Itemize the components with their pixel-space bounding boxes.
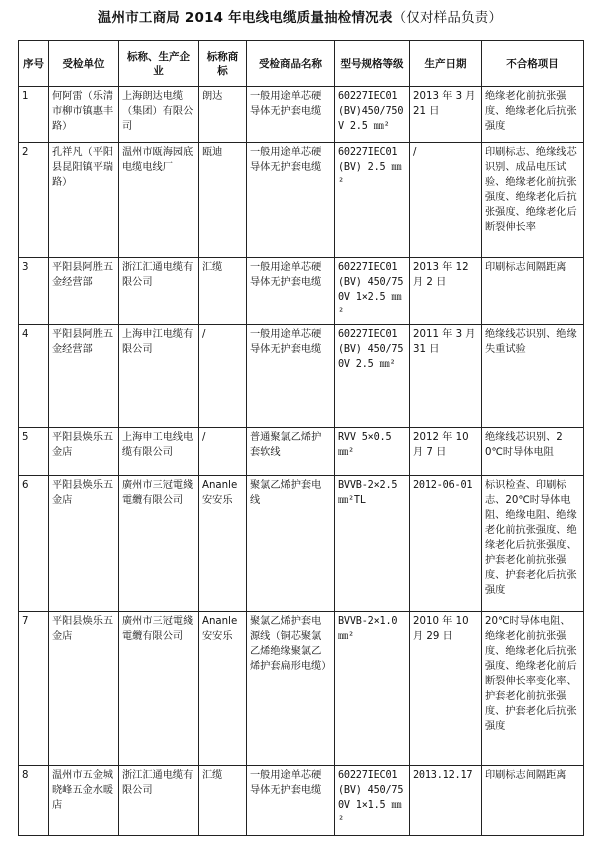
cell-maker: 浙江汇通电缆有限公司 xyxy=(119,258,199,325)
table-row xyxy=(19,325,584,428)
cell-unit: 平阳县焕乐五金店 xyxy=(49,612,119,766)
header-failed: 不合格项目 xyxy=(482,41,584,87)
table-header-row xyxy=(19,41,584,87)
cell-failed: 印刷标志间隔距离 xyxy=(482,258,584,325)
cell-failed: 印刷标志间隔距离 xyxy=(482,766,584,836)
cell-product: 聚氯乙烯护套电线 xyxy=(247,476,335,612)
cell-failed: 绝缘线芯识别、20℃时导体电阻 xyxy=(482,428,584,476)
cell-spec: BVVB-2×1.0 ㎜² xyxy=(335,612,410,766)
cell-maker: 温州市瓯海园底电缆电线厂 xyxy=(119,143,199,258)
cell-spec: RVV 5×0.5 ㎜² xyxy=(335,428,410,476)
cell-maker: 上海朗达电缆（集团）有限公司 xyxy=(119,87,199,143)
cell-index: 7 xyxy=(19,612,49,766)
cell-spec: 60227IEC01(BV) 2.5 ㎜² xyxy=(335,143,410,258)
cell-date: 2010 年 10 月 29 日 xyxy=(410,612,482,766)
header-unit: 受检单位 xyxy=(49,41,119,87)
cell-date: / xyxy=(410,143,482,258)
cell-index: 4 xyxy=(19,325,49,428)
table-row xyxy=(19,612,584,766)
cell-index: 5 xyxy=(19,428,49,476)
cell-index: 6 xyxy=(19,476,49,612)
cell-product: 一般用途单芯硬导体无护套电缆 xyxy=(247,258,335,325)
cell-unit: 平阳县焕乐五金店 xyxy=(49,428,119,476)
table-row xyxy=(19,87,584,143)
cell-product: 一般用途单芯硬导体无护套电缆 xyxy=(247,143,335,258)
cell-brand: Ananle 安安乐 xyxy=(199,612,247,766)
table-row xyxy=(19,258,584,325)
cell-unit: 温州市五金城晓峰五金水暖店 xyxy=(49,766,119,836)
cell-maker: 浙江汇通电缆有限公司 xyxy=(119,766,199,836)
inspection-table xyxy=(18,40,584,836)
cell-spec: 60227IEC01(BV) 450/750V 1×1.5 ㎜² xyxy=(335,766,410,836)
cell-spec: BVVB-2×2.5 ㎜²TL xyxy=(335,476,410,612)
table-row xyxy=(19,766,584,836)
header-date: 生产日期 xyxy=(410,41,482,87)
cell-date: 2011 年 3 月 31 日 xyxy=(410,325,482,428)
cell-product: 聚氯乙烯护套电源线（铜芯聚氯乙烯绝缘聚氯乙烯护套扁形电缆） xyxy=(247,612,335,766)
cell-failed: 20℃时导体电阻、绝缘老化前抗张强度、绝缘老化后抗张强度、绝缘老化前后断裂伸长率变化率、护套老化前抗张强度、护套老化后抗张强度 xyxy=(482,612,584,766)
cell-index: 2 xyxy=(19,143,49,258)
cell-brand: / xyxy=(199,428,247,476)
cell-maker: 廣州市三冠電綫電纜有限公司 xyxy=(119,476,199,612)
header-spec: 型号规格等级 xyxy=(335,41,410,87)
cell-product: 一般用途单芯硬导体无护套电缆 xyxy=(247,87,335,143)
cell-date: 2013.12.17 xyxy=(410,766,482,836)
cell-unit: 平阳县阿胜五金经营部 xyxy=(49,258,119,325)
cell-maker: 上海申工电线电缆有限公司 xyxy=(119,428,199,476)
cell-index: 8 xyxy=(19,766,49,836)
cell-brand: 瓯迪 xyxy=(199,143,247,258)
cell-product: 普通聚氯乙烯护套软线 xyxy=(247,428,335,476)
table-row xyxy=(19,476,584,612)
cell-unit: 平阳县阿胜五金经营部 xyxy=(49,325,119,428)
cell-maker: 廣州市三冠電綫電纜有限公司 xyxy=(119,612,199,766)
cell-failed: 绝缘老化前抗张强度、绝缘老化后抗张强度 xyxy=(482,87,584,143)
table-row xyxy=(19,143,584,258)
header-maker: 标称、生产企业 xyxy=(119,41,199,87)
cell-brand: 朗达 xyxy=(199,87,247,143)
cell-failed: 绝缘线芯识别、绝缘失重试验 xyxy=(482,325,584,428)
table-row xyxy=(19,428,584,476)
header-index: 序号 xyxy=(19,41,49,87)
cell-date: 2012 年 10 月 7 日 xyxy=(410,428,482,476)
cell-brand: 汇缆 xyxy=(199,258,247,325)
cell-brand: 汇缆 xyxy=(199,766,247,836)
cell-failed: 印刷标志、绝缘线芯识别、成品电压试验、绝缘老化前抗张强度、绝缘老化后抗张强度、绝缘老化后断裂伸长率 xyxy=(482,143,584,258)
cell-date: 2013 年 3 月 21 日 xyxy=(410,87,482,143)
header-product: 受检商品名称 xyxy=(247,41,335,87)
document-title xyxy=(0,6,600,26)
cell-spec: 60227IEC01(BV)450/750V 2.5 ㎜² xyxy=(335,87,410,143)
cell-brand: Ananle 安安乐 xyxy=(199,476,247,612)
cell-brand: / xyxy=(199,325,247,428)
cell-index: 3 xyxy=(19,258,49,325)
cell-index: 1 xyxy=(19,87,49,143)
title-note: （仅对样品负责） xyxy=(392,10,503,26)
title-main: 温州市工商局 2014 年电线电缆质量抽检情况表 xyxy=(97,10,393,26)
cell-date: 2012-06-01 xyxy=(410,476,482,612)
cell-maker: 上海申江电缆有限公司 xyxy=(119,325,199,428)
cell-product: 一般用途单芯硬导体无护套电缆 xyxy=(247,766,335,836)
cell-spec: 60227IEC01(BV) 450/750V 1×2.5 ㎜² xyxy=(335,258,410,325)
cell-date: 2013 年 12 月 2 日 xyxy=(410,258,482,325)
cell-unit: 何阿雷（乐清市柳市镇惠丰路） xyxy=(49,87,119,143)
header-brand: 标称商标 xyxy=(199,41,247,87)
cell-product: 一般用途单芯硬导体无护套电缆 xyxy=(247,325,335,428)
cell-unit: 孔祥凡（平阳县昆阳镇平瑞路） xyxy=(49,143,119,258)
cell-failed: 标识检查、印刷标志、20℃时导体电阻、绝缘电阻、绝缘老化前抗张强度、绝缘老化后抗张强度、护套老化前抗张强度、护套老化后抗张强度 xyxy=(482,476,584,612)
cell-spec: 60227IEC01(BV) 450/750V 2.5 ㎜² xyxy=(335,325,410,428)
cell-unit: 平阳县焕乐五金店 xyxy=(49,476,119,612)
